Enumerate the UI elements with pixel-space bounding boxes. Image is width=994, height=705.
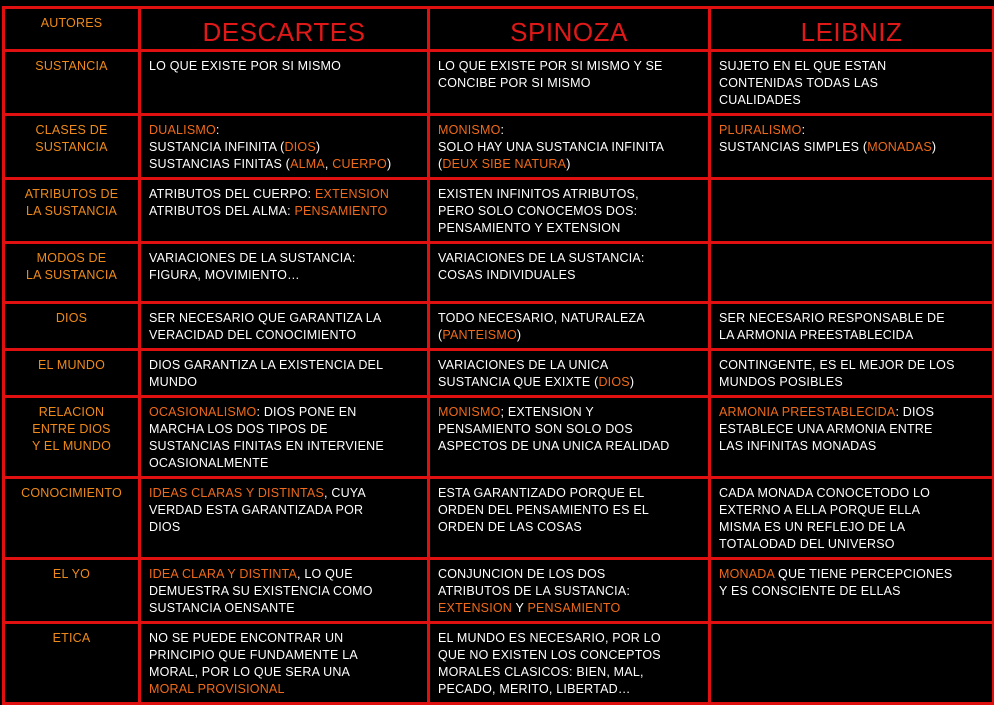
cell-text: )	[386, 157, 392, 171]
row-header	[4, 623, 140, 704]
cell-line	[149, 404, 419, 421]
row-header-line: SUSTANCIA	[35, 140, 108, 154]
cell-line	[719, 502, 984, 519]
cell-text: ,	[324, 157, 333, 171]
cell-text: SER NECESARIO RESPONSABLE DE	[719, 311, 945, 325]
highlighted-term: IDEAS CLARAS Y DISTINTAS	[149, 486, 324, 500]
cell-text: EXTERNO A ELLA PORQUE ELLA	[719, 503, 921, 517]
cell-line	[719, 58, 984, 75]
cell-descartes	[140, 243, 429, 303]
row-header-line: ENTRE DIOS	[32, 422, 111, 436]
cell-text: MORAL, POR LO QUE SERA UNA	[149, 665, 351, 679]
cell-line	[149, 583, 419, 600]
row-header-line: CONOCIMIENTO	[21, 486, 122, 500]
row-header-line: LA SUSTANCIA	[25, 204, 118, 218]
cell-leibniz	[710, 179, 994, 243]
cell-descartes	[140, 350, 429, 397]
cell-spinoza	[429, 350, 710, 397]
cell-descartes	[140, 51, 429, 115]
highlighted-term: ALMA	[290, 157, 325, 171]
row-header-line: CLASES DE	[35, 123, 108, 137]
cell-text: VARIACIONES DE LA SUSTANCIA:	[149, 251, 356, 265]
cell-text: PECADO, MERITO, LIBERTAD…	[438, 682, 631, 696]
cell-text: QUE TIENE PERCEPCIONES	[774, 567, 953, 581]
cell-line	[719, 438, 984, 455]
cell-text: PERO SOLO CONOCEMOS DOS:	[438, 204, 638, 218]
column-header-spinoza: SPINOZA	[429, 8, 710, 51]
row-header	[4, 51, 140, 115]
highlighted-term: DIOS	[598, 375, 630, 389]
cell-line	[438, 502, 700, 519]
table-row	[4, 303, 994, 350]
cell-line	[149, 664, 419, 681]
cell-line	[438, 404, 700, 421]
cell-line	[149, 421, 419, 438]
cell-line	[149, 566, 419, 583]
cell-text: SUJETO EN EL QUE ESTAN	[719, 59, 887, 73]
cell-line	[438, 357, 700, 374]
philosophy-comparison-table	[2, 6, 994, 705]
highlighted-term: MONISMO	[438, 405, 501, 419]
highlighted-term: EXTENSION	[438, 601, 513, 615]
table-row	[4, 397, 994, 478]
cell-text: MUNDO	[149, 375, 198, 389]
cell-text: VERDAD ESTA GARANTIZADA POR	[149, 503, 364, 517]
cell-text: FIGURA, MOVIMIENTO…	[149, 268, 300, 282]
cell-line	[438, 438, 700, 455]
cell-line	[438, 186, 700, 203]
cell-text: ESTA GARANTIZADO PORQUE EL	[438, 486, 645, 500]
cell-line	[149, 250, 419, 267]
cell-line	[149, 502, 419, 519]
cell-text: MUNDOS POSIBLES	[719, 375, 843, 389]
cell-text: :	[500, 123, 505, 137]
cell-line	[438, 421, 700, 438]
cell-text: LO QUE EXISTE POR SI MISMO	[149, 59, 342, 73]
cell-text: VARIACIONES DE LA UNICA	[438, 358, 609, 372]
cell-text: ASPECTOS DE UNA UNICA REALIDAD	[438, 439, 670, 453]
cell-text: SUSTANCIAS SIMPLES (	[719, 140, 868, 154]
cell-text: Y ES CONSCIENTE DE ELLAS	[719, 584, 901, 598]
cell-text: MORALES CLASICOS: BIEN, MAL,	[438, 665, 644, 679]
cell-line	[438, 122, 700, 139]
cell-spinoza	[429, 243, 710, 303]
cell-line	[719, 583, 984, 600]
cell-line	[438, 681, 700, 698]
cell-line	[438, 600, 700, 617]
highlighted-term: DIOS	[284, 140, 316, 154]
cell-text: QUE NO EXISTEN LOS CONCEPTOS	[438, 648, 661, 662]
row-header-line: MODOS DE	[36, 251, 107, 265]
cell-text: ATRIBUTOS DEL CUERPO:	[149, 187, 316, 201]
cell-text: LO QUE EXISTE POR SI MISMO Y SE	[438, 59, 663, 73]
cell-text: MISMA ES UN REFLEJO DE LA	[719, 520, 906, 534]
highlighted-term: MONADA	[719, 567, 775, 581]
highlighted-term: DEUX SIBE NATURA	[442, 157, 567, 171]
cell-text: ORDEN DEL PENSAMIENTO ES EL	[438, 503, 650, 517]
cell-line	[149, 438, 419, 455]
cell-line	[149, 310, 419, 327]
column-header-leibniz: LEIBNIZ	[710, 8, 994, 51]
cell-text: )	[566, 157, 571, 171]
cell-leibniz	[710, 478, 994, 559]
row-header	[4, 243, 140, 303]
highlighted-term: MONISMO	[438, 123, 501, 137]
cell-leibniz	[710, 303, 994, 350]
cell-line	[719, 357, 984, 374]
cell-text: TODO NECESARIO, NATURALEZA	[438, 311, 645, 325]
cell-spinoza	[429, 559, 710, 623]
cell-leibniz	[710, 115, 994, 179]
cell-text: , CUYA	[324, 486, 366, 500]
cell-line	[149, 267, 419, 284]
cell-spinoza	[429, 397, 710, 478]
cell-text: DIOS GARANTIZA LA EXISTENCIA DEL	[149, 358, 384, 372]
cell-text: SUSTANCIAS FINITAS EN INTERVIENE	[149, 439, 384, 453]
cell-text: LAS INFINITAS MONADAS	[719, 439, 877, 453]
cell-spinoza	[429, 179, 710, 243]
cell-descartes	[140, 478, 429, 559]
cell-line	[719, 327, 984, 344]
cell-line	[149, 519, 419, 536]
cell-spinoza	[429, 303, 710, 350]
cell-text: CONTINGENTE, ES EL MEJOR DE LOS	[719, 358, 955, 372]
cell-line	[438, 519, 700, 536]
cell-text: SUSTANCIA INFINITA (	[149, 140, 285, 154]
row-header-line: ATRIBUTOS DE	[24, 187, 119, 201]
highlighted-term: DUALISMO	[149, 123, 216, 137]
cell-text: ATRIBUTOS DE LA SUSTANCIA:	[438, 584, 631, 598]
cell-line	[149, 647, 419, 664]
cell-line	[438, 310, 700, 327]
cell-text: )	[315, 140, 321, 154]
cell-leibniz	[710, 350, 994, 397]
cell-text: COSAS INDIVIDUALES	[438, 268, 576, 282]
row-header-line: EL YO	[52, 567, 91, 581]
row-header	[4, 179, 140, 243]
highlighted-term: MONADAS	[867, 140, 932, 154]
cell-line	[719, 122, 984, 139]
highlighted-term: MORAL PROVISIONAL	[149, 682, 285, 696]
highlighted-term: ARMONIA PREESTABLECIDA	[719, 405, 896, 419]
cell-text: OCASIONALMENTE	[149, 456, 269, 470]
cell-text: Y	[512, 601, 528, 615]
cell-line	[149, 156, 419, 173]
highlighted-term: PENSAMIENTO	[527, 601, 621, 615]
cell-line	[438, 327, 700, 344]
highlighted-term: CUERPO	[332, 157, 387, 171]
cell-leibniz	[710, 243, 994, 303]
cell-text: SUSTANCIA OENSANTE	[149, 601, 295, 615]
row-header-line: EL MUNDO	[37, 358, 106, 372]
cell-line	[438, 583, 700, 600]
cell-text: , LO QUE	[297, 567, 353, 581]
highlighted-term: PLURALISMO	[719, 123, 802, 137]
highlighted-term: OCASIONALISMO	[149, 405, 257, 419]
cell-line	[719, 75, 984, 92]
table-row	[4, 115, 994, 179]
row-header	[4, 115, 140, 179]
table-row	[4, 559, 994, 623]
cell-text: ATRIBUTOS DEL ALMA:	[149, 204, 295, 218]
cell-text: EXISTEN INFINITOS ATRIBUTOS,	[438, 187, 639, 201]
cell-line	[149, 203, 419, 220]
cell-line	[149, 374, 419, 391]
row-header	[4, 478, 140, 559]
cell-text: CONCIBE POR SI MISMO	[438, 76, 591, 90]
cell-text: PENSAMIENTO Y EXTENSION	[438, 221, 621, 235]
row-header-line: LA SUSTANCIA	[25, 268, 118, 282]
cell-line	[719, 92, 984, 109]
cell-descartes	[140, 115, 429, 179]
table-row	[4, 51, 994, 115]
row-header	[4, 350, 140, 397]
cell-text: (	[438, 328, 443, 342]
cell-leibniz	[710, 51, 994, 115]
row-header	[4, 559, 140, 623]
cell-line	[719, 139, 984, 156]
cell-line	[719, 310, 984, 327]
table-row	[4, 623, 994, 704]
cell-line	[149, 58, 419, 75]
cell-line	[149, 186, 419, 203]
cell-descartes	[140, 303, 429, 350]
cell-line	[719, 519, 984, 536]
cell-text: SUSTANCIAS FINITAS (	[149, 157, 291, 171]
cell-descartes	[140, 179, 429, 243]
cell-leibniz	[710, 623, 994, 704]
cell-text: ORDEN DE LAS COSAS	[438, 520, 582, 534]
cell-line	[438, 250, 700, 267]
cell-text: PENSAMIENTO SON SOLO DOS	[438, 422, 633, 436]
table-row	[4, 350, 994, 397]
table-row	[4, 179, 994, 243]
cell-descartes	[140, 397, 429, 478]
cell-text: SER NECESARIO QUE GARANTIZA LA	[149, 311, 382, 325]
cell-line	[719, 421, 984, 438]
cell-text: )	[629, 375, 635, 389]
column-header-descartes: DESCARTES	[140, 8, 429, 51]
cell-spinoza	[429, 623, 710, 704]
cell-text: EL MUNDO ES NECESARIO, POR LO	[438, 631, 661, 645]
cell-spinoza	[429, 115, 710, 179]
cell-text: CONJUNCION DE LOS DOS	[438, 567, 606, 581]
cell-line	[438, 156, 700, 173]
highlighted-term: PENSAMIENTO	[294, 204, 388, 218]
cell-line	[438, 139, 700, 156]
cell-text: DIOS	[149, 520, 181, 534]
cell-text: SUSTANCIA QUE EXIXTE (	[438, 375, 599, 389]
row-header-line: SUSTANCIA	[35, 59, 108, 73]
cell-text: :	[801, 123, 806, 137]
cell-text: )	[516, 328, 522, 342]
cell-line	[438, 58, 700, 75]
cell-text: (	[438, 157, 443, 171]
row-header-line: ETICA	[52, 631, 91, 645]
cell-line	[438, 220, 700, 237]
cell-text: ESTABLECE UNA ARMONIA ENTRE	[719, 422, 933, 436]
cell-line	[149, 139, 419, 156]
cell-line	[149, 455, 419, 472]
cell-line	[719, 485, 984, 502]
cell-line	[719, 566, 984, 583]
cell-line	[149, 357, 419, 374]
cell-line	[149, 600, 419, 617]
cell-line	[719, 374, 984, 391]
row-header-line: RELACION	[38, 405, 105, 419]
row-header	[4, 303, 140, 350]
header-row	[4, 8, 994, 51]
cell-line	[149, 681, 419, 698]
cell-text: :	[215, 123, 220, 137]
cell-text: )	[931, 140, 937, 154]
cell-line	[149, 122, 419, 139]
row-header	[4, 397, 140, 478]
row-header-line: DIOS	[55, 311, 88, 325]
cell-text: CADA MONADA CONOCETODO LO	[719, 486, 931, 500]
cell-line	[719, 536, 984, 553]
cell-text: NO SE PUEDE ENCONTRAR UN	[149, 631, 344, 645]
cell-text: MARCHA LOS DOS TIPOS DE	[149, 422, 328, 436]
cell-text: CUALIDADES	[719, 93, 801, 107]
cell-spinoza	[429, 478, 710, 559]
cell-line	[149, 485, 419, 502]
cell-line	[149, 327, 419, 344]
cell-text: TOTALODAD DEL UNIVERSO	[719, 537, 895, 551]
cell-spinoza	[429, 51, 710, 115]
cell-text: VERACIDAD DEL CONOCIMIENTO	[149, 328, 357, 342]
cell-line	[438, 647, 700, 664]
cell-line	[438, 630, 700, 647]
cell-line	[149, 630, 419, 647]
cell-leibniz	[710, 559, 994, 623]
cell-text: DEMUESTRA SU EXISTENCIA COMO	[149, 584, 373, 598]
cell-text: PRINCIPIO QUE FUNDAMENTE LA	[149, 648, 358, 662]
table-row	[4, 243, 994, 303]
table-row	[4, 478, 994, 559]
cell-text: : DIOS PONE EN	[256, 405, 357, 419]
corner-header: AUTORES	[4, 8, 140, 51]
cell-text: VARIACIONES DE LA SUSTANCIA:	[438, 251, 645, 265]
cell-line	[438, 485, 700, 502]
cell-line	[438, 566, 700, 583]
highlighted-term: PANTEISMO	[442, 328, 517, 342]
cell-descartes	[140, 559, 429, 623]
highlighted-term: IDEA CLARA Y DISTINTA	[149, 567, 297, 581]
row-header-line: Y EL MUNDO	[31, 439, 112, 453]
cell-text: ; EXTENSION Y	[500, 405, 594, 419]
highlighted-term: EXTENSION	[315, 187, 390, 201]
cell-leibniz	[710, 397, 994, 478]
cell-text: : DIOS	[895, 405, 935, 419]
cell-line	[438, 267, 700, 284]
cell-line	[438, 75, 700, 92]
cell-text: CONTENIDAS TODAS LAS	[719, 76, 879, 90]
cell-text: LA ARMONIA PREESTABLECIDA	[719, 328, 914, 342]
cell-line	[719, 404, 984, 421]
cell-text: SOLO HAY UNA SUSTANCIA INFINITA	[438, 140, 665, 154]
cell-line	[438, 374, 700, 391]
cell-line	[438, 203, 700, 220]
cell-line	[438, 664, 700, 681]
cell-descartes	[140, 623, 429, 704]
